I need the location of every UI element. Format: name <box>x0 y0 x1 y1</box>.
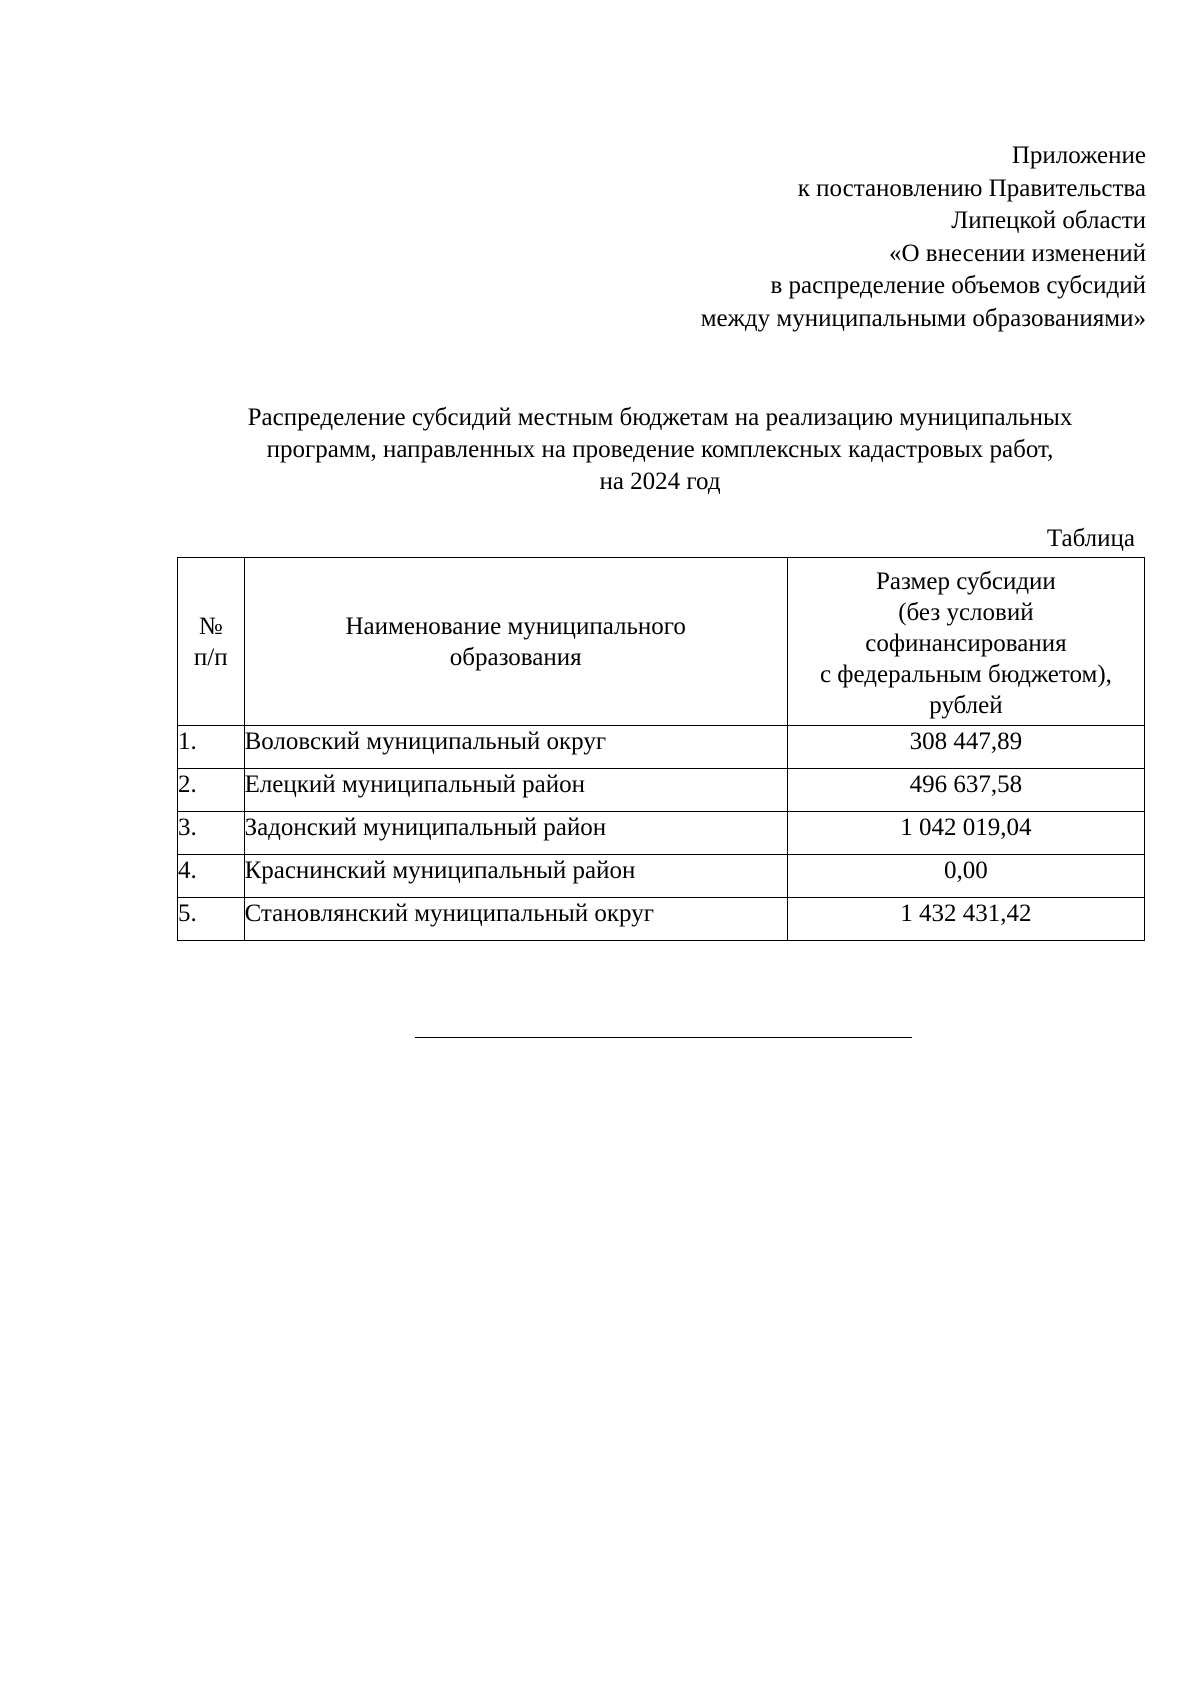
header-value-line: софинансирования <box>865 630 1067 657</box>
header-value-line: (без условий <box>898 599 1034 626</box>
row-number: 2. <box>178 769 245 812</box>
header-name-line: образования <box>449 643 582 671</box>
header-num <box>178 558 245 726</box>
header-value-line: с федеральным бюджетом), <box>819 661 1112 688</box>
title-line: программ, направленных на проведение комплексных кадастровых работ, <box>266 436 1054 463</box>
table-row <box>178 855 1145 898</box>
table-header <box>178 558 1145 726</box>
appendix-line: «О внесении изменений <box>888 239 1146 267</box>
subsidy-amount: 308 447,89 <box>787 726 1144 769</box>
subsidy-amount: 496 637,58 <box>787 769 1144 812</box>
municipality-name: Елецкий муниципальный район <box>244 769 787 812</box>
municipality-name: Становлянский муниципальный округ <box>244 898 787 941</box>
subsidy-amount: 0,00 <box>787 855 1144 898</box>
appendix-line: к постановлению Правительства <box>797 174 1146 202</box>
table-caption: Таблица <box>1046 525 1135 552</box>
table-row <box>178 726 1145 769</box>
table-body <box>178 726 1145 941</box>
appendix-line: между муниципальными образованиями» <box>700 304 1146 332</box>
subsidy-amount: 1 432 431,42 <box>787 898 1144 941</box>
row-number: 3. <box>178 812 245 855</box>
header-name <box>244 558 787 726</box>
header-num-line: п/п <box>193 643 228 671</box>
municipality-name: Воловский муниципальный округ <box>244 726 787 769</box>
appendix-line: Приложение <box>1011 142 1146 169</box>
municipality-name: Краснинский муниципальный район <box>244 855 787 898</box>
subsidy-table <box>177 557 1145 941</box>
row-number: 4. <box>178 855 245 898</box>
title-line: на 2024 год <box>599 468 721 495</box>
header-row <box>178 558 1145 726</box>
row-number: 5. <box>178 898 245 941</box>
header-name-line: Наименование муниципального <box>345 612 686 640</box>
appendix-block <box>701 140 1146 335</box>
title-line: Распределение субсидий местным бюджетам на реализацию муниципальных <box>247 404 1073 431</box>
subsidy-amount: 1 042 019,04 <box>787 812 1144 855</box>
table-row <box>178 812 1145 855</box>
table-row <box>178 769 1145 812</box>
header-value <box>787 558 1144 726</box>
row-number: 1. <box>178 726 245 769</box>
appendix-line: Липецкой области <box>951 207 1146 234</box>
header-value-line: Размер субсидии <box>876 568 1056 595</box>
document-title <box>120 402 1200 498</box>
header-value-line: рублей <box>929 692 1003 719</box>
closing-separator-line <box>415 1037 912 1038</box>
header-num-line: № <box>198 612 223 640</box>
municipality-name: Задонский муниципальный район <box>244 812 787 855</box>
appendix-line: в распределение объемов субсидий <box>770 272 1146 299</box>
table-row <box>178 898 1145 941</box>
